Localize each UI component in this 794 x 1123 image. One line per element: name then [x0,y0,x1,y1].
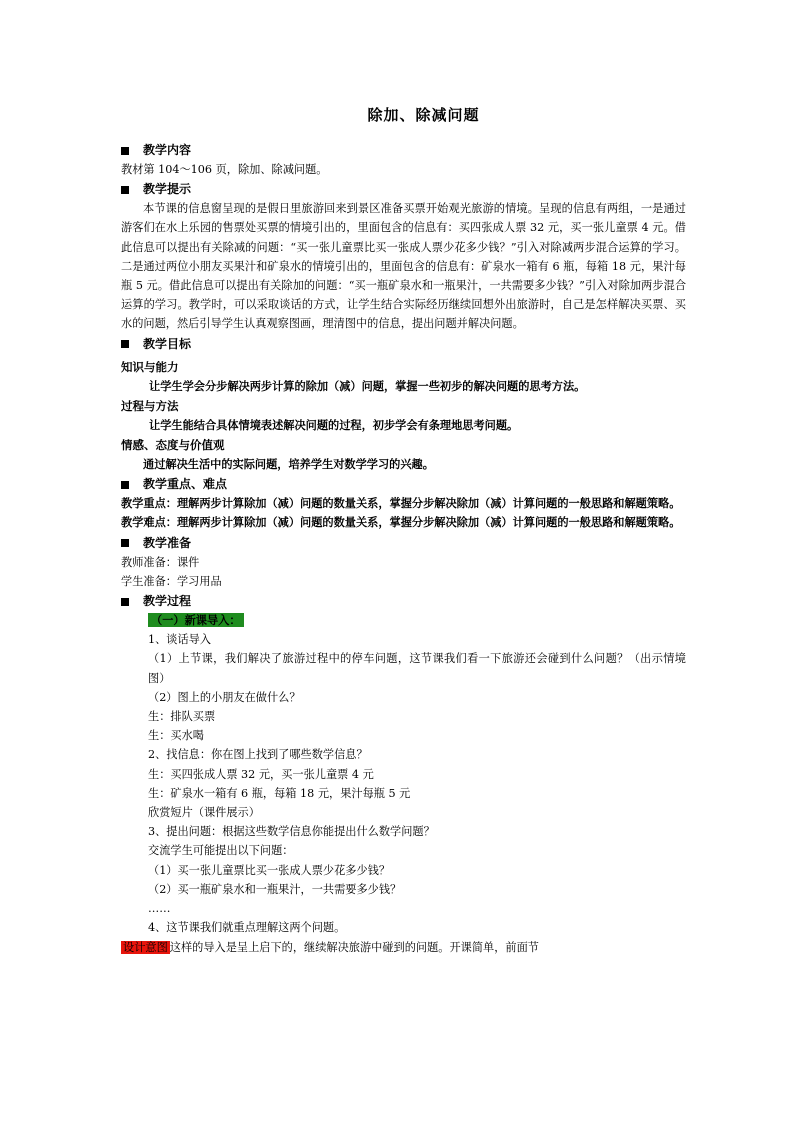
step-3: 3、提出问题：根据这些数学信息你能提出什么数学问题？ [148,825,435,839]
design-intent [121,938,686,957]
key-point-text: 教学重点：理解两步计算除加（减）问题的数量关系，掌握分步解决除加（减）计算问题的一般思路和解题策略。 [121,496,681,511]
goal-label-emotion: 情感、态度与价值观 [121,438,225,453]
step-1: 1、谈话导入 [148,633,212,647]
step-1-q1: （1）上节课，我们解决了旅游过程中的停车问题，这节课我们看一下旅游还会碰到什么问题？（出示情境图） [148,652,686,685]
design-intent-text: 这样的导入是呈上启下的，继续解决旅游中碰到的问题。开课简单，前面节 [169,940,539,954]
page-title: 除加、除减问题 [367,106,480,124]
process-body [121,611,686,937]
step-3-q1: （1）买一张儿童票比买一张成人票少花多少钱？ [148,863,391,877]
bullet-square-icon [121,340,129,348]
design-intent-label: 设计意图 [123,940,168,954]
step-3-q2: （2）买一瓶矿泉水和一瓶果汁，一共需要多少钱？ [148,882,402,896]
bullet-square-icon [121,186,129,194]
step-2-answer-2: 生：矿泉水一箱有 6 瓶，每箱 18 元，果汁每瓶 5 元 [148,786,411,800]
content-text: 教材第 104～106 页，除加、除减问题。 [121,163,328,176]
step-1-answer-1: 生：排队买票 [148,710,216,724]
difficulty-text: 教学难点：理解两步计算除加（减）问题的数量关系，掌握分步解决除加（减）计算问题的一般思路和解题策略。 [121,515,681,530]
step-2-show: 欣赏短片（课件展示） [148,806,260,820]
step-2-answer-1: 生：买四张成人票 32 元，买一张儿童票 4 元 [148,767,374,781]
bullet-square-icon [121,539,129,547]
section-heading-process: 教学过程 [121,592,686,611]
prep-teacher: 教师准备：课件 [121,555,200,569]
step-4: 4、这节课我们就重点理解这两个问题。 [148,921,346,935]
goal-label-knowledge: 知识与能力 [121,359,179,374]
document-page [121,104,686,957]
goal-text-knowledge: 让学生学会分步解决两步计算的除加（减）问题，掌握一些初步的解决问题的思考方法。 [149,378,586,393]
step-3-more: …… [148,902,171,916]
section-heading-hint: 教学提示 [121,180,686,199]
step-3-intro: 交流学生可能提出以下问题： [148,844,294,858]
bullet-square-icon [121,147,129,155]
section-heading-goal: 教学目标 [121,335,686,354]
goal-label-process: 过程与方法 [121,398,179,413]
section-heading-key: 教学重点、难点 [121,475,686,494]
section-heading-prep: 教学准备 [121,534,686,553]
hint-text: 本节课的信息窗呈现的是假日里旅游回来到景区准备买票开始观光旅游的情境。呈现的信息有两组，一是通过游客们在水上乐园的售票处买票的情境引出的，里面包含的信息有：买四张成人票 32 元，买一张儿童票 4 元。借此信息可以提出有关除减的问题：“买一张儿童票比买一张成人票少花多少钱？”引入对除减两步混合运算的学习。二是通过两位小朋友买果汁和矿泉水的情境引出的，里面包含的信息有：矿泉水一箱有 6 瓶，每箱 18 元，果汁每瓶 5 元。借此信息可以提出有关除加的问题：“买一瓶矿泉水和一瓶果汁，一共需要多少钱？”引入对除加两步混合运算的学习。教学时，可以采取谈话的方式，让学生结合实际经历继续回想外出旅游时，自己是怎样解决买票、买水的问题，然后引导学生认真观察图画，理清图中的信息，提出问题并解决问题。 [121,202,686,331]
step-1-answer-2: 生：买水喝 [148,729,204,743]
step-2: 2、找信息：你在图上找到了哪些数学信息？ [148,748,368,762]
step-1-q2: （2）图上的小朋友在做什么？ [148,690,301,704]
prep-student: 学生准备：学习用品 [121,574,222,588]
goal-text-emotion: 通过解决生活中的实际问题，培养学生对数学学习的兴趣。 [143,457,434,472]
bullet-square-icon [121,481,129,489]
section-heading-content: 教学内容 [121,141,686,160]
goal-text-process: 让学生能结合具体情境表述解决问题的过程，初步学会有条理地思考问题。 [149,417,519,432]
bullet-square-icon [121,598,129,606]
stage-label-intro: （一）新课导入： [148,613,244,627]
